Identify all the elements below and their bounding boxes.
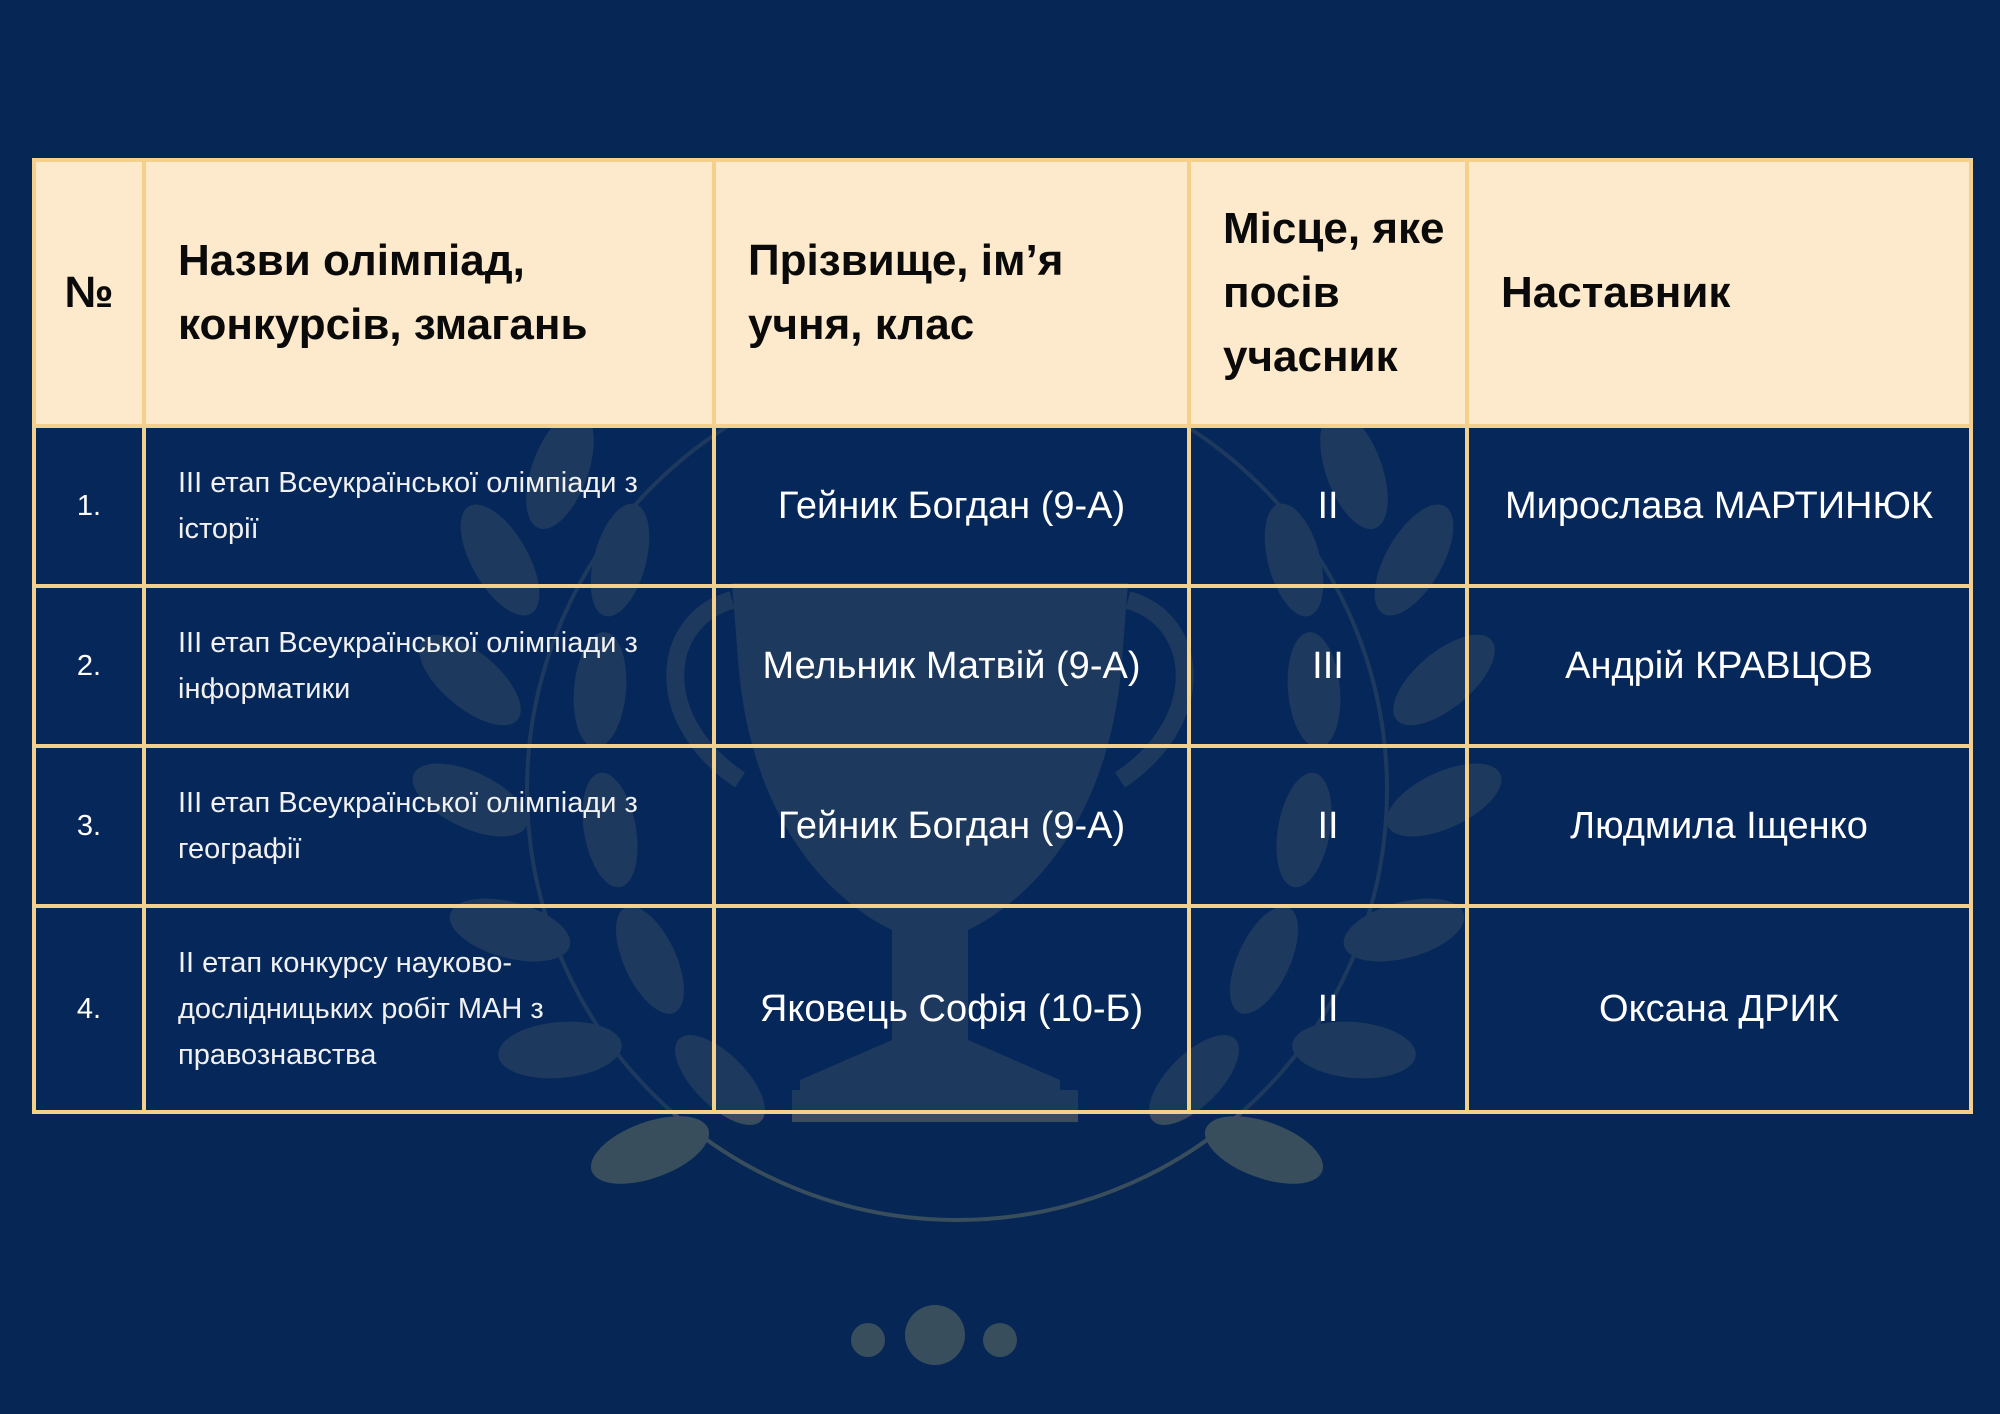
results-table [32, 158, 1973, 1114]
row-place: ІІ [1189, 746, 1467, 906]
header-event-name: Назви олімпіад, конкурсів, змагань [144, 160, 714, 426]
row-mentor: Оксана ДРИК [1467, 906, 1971, 1112]
row-student-name: Яковець Софія (10-Б) [714, 906, 1189, 1112]
table-header-row [34, 160, 1971, 426]
row-number: 4. [34, 906, 144, 1112]
row-mentor: Мирослава МАРТИНЮК [1467, 426, 1971, 586]
row-mentor: Андрій КРАВЦОВ [1467, 586, 1971, 746]
row-event-name: ІІІ етап Всеукраїнської олімпіади з історії [144, 426, 714, 586]
row-student-name: Гейник Богдан (9-А) [714, 426, 1189, 586]
header-place: Місце, яке посів учасник [1189, 160, 1467, 426]
row-event-name: ІІІ етап Всеукраїнської олімпіади з інформатики [144, 586, 714, 746]
table-row [34, 746, 1971, 906]
row-student-name: Мельник Матвій (9-А) [714, 586, 1189, 746]
row-mentor: Людмила Іщенко [1467, 746, 1971, 906]
header-student-name: Прізвище, ім’я учня, клас [714, 160, 1189, 426]
header-mentor: Наставник [1467, 160, 1971, 426]
row-student-name: Гейник Богдан (9-А) [714, 746, 1189, 906]
row-number: 1. [34, 426, 144, 586]
row-place: ІІ [1189, 906, 1467, 1112]
table-row [34, 586, 1971, 746]
row-place: ІІ [1189, 426, 1467, 586]
row-number: 3. [34, 746, 144, 906]
row-number: 2. [34, 586, 144, 746]
table-row [34, 426, 1971, 586]
header-number: № [34, 160, 144, 426]
results-table-container [32, 158, 1969, 1114]
table-row [34, 906, 1971, 1112]
row-place: ІІІ [1189, 586, 1467, 746]
row-event-name: ІІІ етап Всеукраїнської олімпіади з географії [144, 746, 714, 906]
row-event-name: ІІ етап конкурсу науково-дослідницьких робіт МАН з правознавства [144, 906, 714, 1112]
